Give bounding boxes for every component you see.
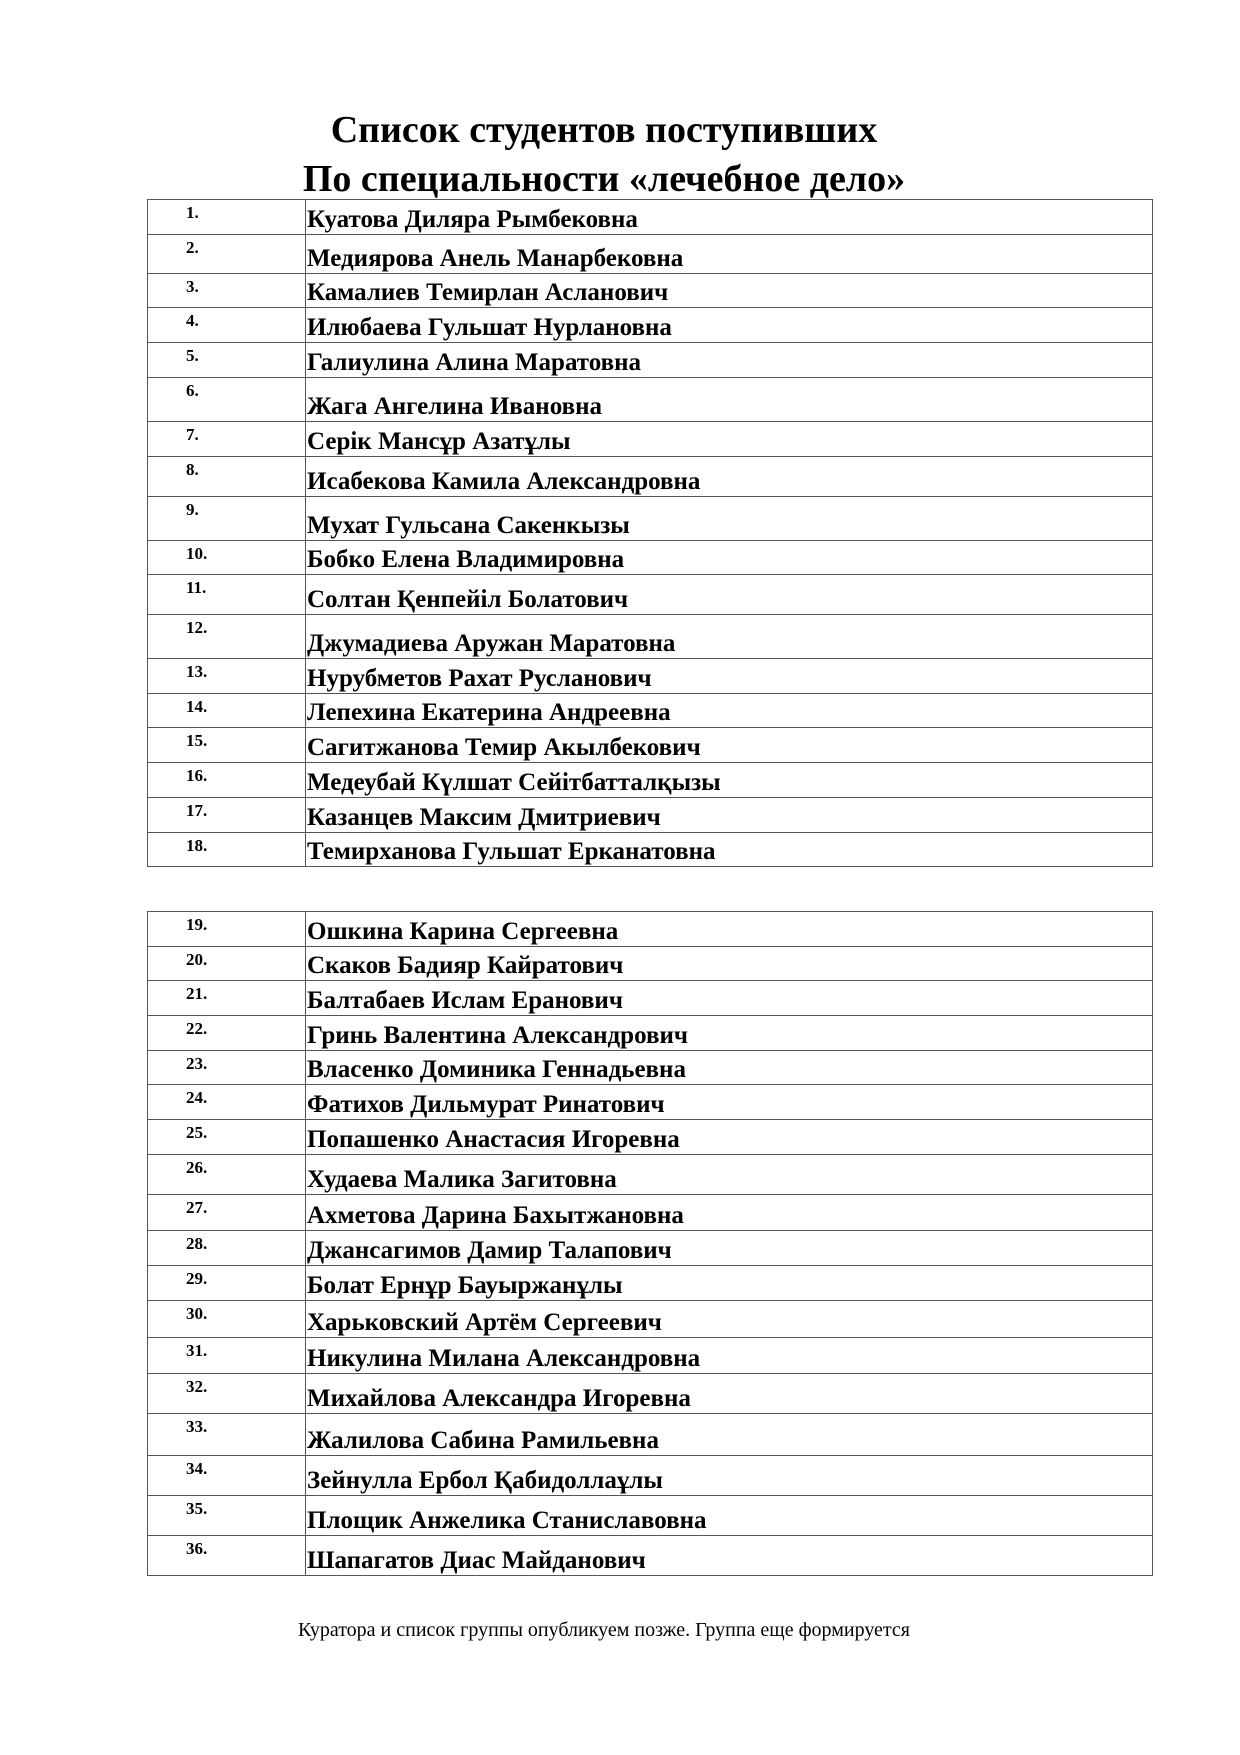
student-name: Темирханова Гульшат Ерканатовна [306, 833, 1153, 867]
table-row [148, 1195, 1153, 1231]
student-name: Шапагатов Диас Майданович [306, 1536, 1153, 1576]
table-row [148, 200, 1153, 235]
table-row [148, 1536, 1153, 1576]
table-row [148, 541, 1153, 575]
row-number: 4. [148, 308, 306, 343]
student-name: Джансагимов Дамир Талапович [306, 1231, 1153, 1266]
student-table-1 [147, 199, 1153, 867]
table-row [148, 1456, 1153, 1496]
student-name: Солтан Қенпейіл Болатович [306, 575, 1153, 615]
row-number: 2. [148, 235, 306, 274]
table-row [148, 1414, 1153, 1456]
row-number: 19. [148, 912, 306, 947]
student-name: Балтабаев Ислам Еранович [306, 981, 1153, 1016]
student-name: Худаева Малика Загитовна [306, 1155, 1153, 1195]
table-row [148, 575, 1153, 615]
page-subtitle: По специальности «лечебное дело» [302, 158, 906, 200]
student-name: Гринь Валентина Александрович [306, 1016, 1153, 1051]
row-number: 15. [148, 728, 306, 763]
student-name: Скаков Бадияр Кайратович [306, 947, 1153, 981]
row-number: 29. [148, 1266, 306, 1301]
student-name: Медиярова Анель Манарбековна [306, 235, 1153, 274]
student-name: Харьковский Артём Сергеевич [306, 1301, 1153, 1338]
student-name: Ахметова Дарина Бахытжановна [306, 1195, 1153, 1231]
table-row [148, 947, 1153, 981]
row-number: 10. [148, 541, 306, 575]
table-row [148, 235, 1153, 274]
table-row [148, 981, 1153, 1016]
table-row [148, 1231, 1153, 1266]
row-number: 8. [148, 457, 306, 497]
table-row [148, 1496, 1153, 1536]
student-table-2 [147, 911, 1153, 1576]
row-number: 33. [148, 1414, 306, 1456]
table-row [148, 833, 1153, 867]
student-name: Галиулина Алина Маратовна [306, 343, 1153, 378]
row-number: 11. [148, 575, 306, 615]
table-row [148, 422, 1153, 457]
row-number: 5. [148, 343, 306, 378]
table-row [148, 1016, 1153, 1051]
student-name: Болат Ернұр Бауыржанұлы [306, 1266, 1153, 1301]
row-number: 13. [148, 659, 306, 694]
student-name: Попашенко Анастасия Игоревна [306, 1120, 1153, 1155]
row-number: 20. [148, 947, 306, 981]
row-number: 28. [148, 1231, 306, 1266]
row-number: 26. [148, 1155, 306, 1195]
student-name: Сагитжанова Темир Акылбекович [306, 728, 1153, 763]
student-name: Ошкина Карина Сергеевна [306, 912, 1153, 947]
student-name: Медеубай Күлшат Сейітбатталқызы [306, 763, 1153, 798]
table-row [148, 1155, 1153, 1195]
table-row [148, 1266, 1153, 1301]
table-row [148, 274, 1153, 308]
student-name: Джумадиева Аружан Маратовна [306, 615, 1153, 659]
row-number: 6. [148, 378, 306, 422]
table-row [148, 798, 1153, 833]
row-number: 17. [148, 798, 306, 833]
row-number: 25. [148, 1120, 306, 1155]
row-number: 27. [148, 1195, 306, 1231]
row-number: 24. [148, 1085, 306, 1120]
student-name: Куатова Диляра Рымбековна [306, 200, 1153, 235]
table-row [148, 1120, 1153, 1155]
page-title: Список студентов поступивших [330, 109, 878, 151]
row-number: 1. [148, 200, 306, 235]
student-name: Михайлова Александра Игоревна [306, 1374, 1153, 1414]
student-name: Зейнулла Ербол Қабидоллаұлы [306, 1456, 1153, 1496]
table-row [148, 1085, 1153, 1120]
row-number: 30. [148, 1301, 306, 1338]
table-row [148, 378, 1153, 422]
student-name: Фатихов Дильмурат Ринатович [306, 1085, 1153, 1120]
student-name: Исабекова Камила Александровна [306, 457, 1153, 497]
table-row [148, 343, 1153, 378]
table-row [148, 1051, 1153, 1085]
row-number: 9. [148, 497, 306, 541]
student-name: Бобко Елена Владимировна [306, 541, 1153, 575]
table-row [148, 1301, 1153, 1338]
table-row [148, 659, 1153, 694]
student-name: Никулина Милана Александровна [306, 1338, 1153, 1374]
table-row [148, 728, 1153, 763]
row-number: 34. [148, 1456, 306, 1496]
table-row [148, 1374, 1153, 1414]
row-number: 12. [148, 615, 306, 659]
row-number: 35. [148, 1496, 306, 1536]
table-row [148, 308, 1153, 343]
table-row [148, 457, 1153, 497]
table-row [148, 615, 1153, 659]
table-row [148, 763, 1153, 798]
table-row [148, 912, 1153, 947]
student-name: Казанцев Максим Дмитриевич [306, 798, 1153, 833]
student-name: Жалилова Сабина Рамильевна [306, 1414, 1153, 1456]
row-number: 18. [148, 833, 306, 867]
student-name: Жага Ангелина Ивановна [306, 378, 1153, 422]
row-number: 16. [148, 763, 306, 798]
student-name: Мухат Гульсана Сакенкызы [306, 497, 1153, 541]
row-number: 32. [148, 1374, 306, 1414]
footer-note: Куратора и список группы опубликуем позже. Группа еще формируется [298, 1619, 910, 1641]
row-number: 21. [148, 981, 306, 1016]
student-name: Лепехина Екатерина Андреевна [306, 694, 1153, 728]
row-number: 14. [148, 694, 306, 728]
row-number: 3. [148, 274, 306, 308]
row-number: 31. [148, 1338, 306, 1374]
student-name: Нурубметов Рахат Русланович [306, 659, 1153, 694]
student-name: Площик Анжелика Станиславовна [306, 1496, 1153, 1536]
student-name: Серік Мансұр Азатұлы [306, 422, 1153, 457]
table-row [148, 1338, 1153, 1374]
row-number: 23. [148, 1051, 306, 1085]
table-row [148, 497, 1153, 541]
student-name: Камалиев Темирлан Асланович [306, 274, 1153, 308]
row-number: 22. [148, 1016, 306, 1051]
student-name: Илюбаева Гульшат Нурлановна [306, 308, 1153, 343]
table-row [148, 694, 1153, 728]
row-number: 36. [148, 1536, 306, 1576]
row-number: 7. [148, 422, 306, 457]
student-name: Власенко Доминика Геннадьевна [306, 1051, 1153, 1085]
